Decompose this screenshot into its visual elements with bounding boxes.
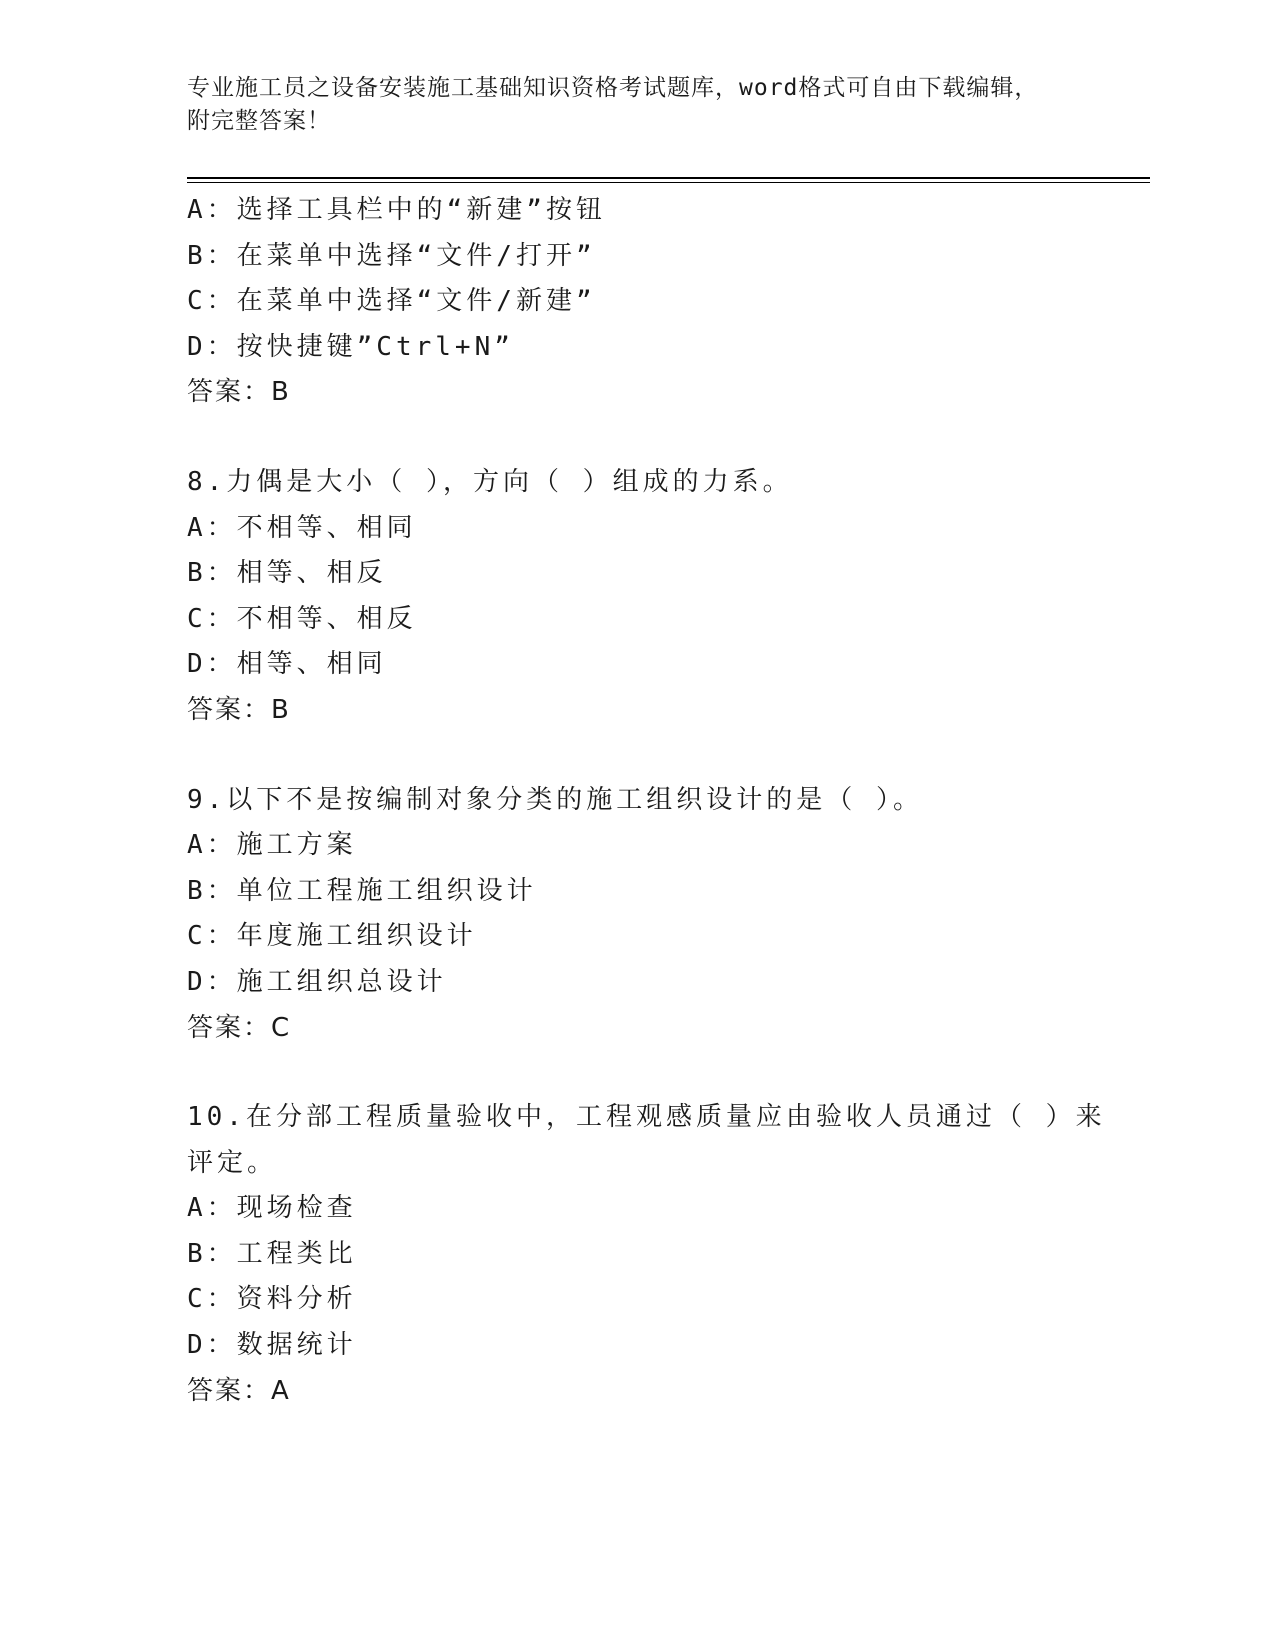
- option-a: A：现场检查: [187, 1193, 357, 1224]
- header-line-1: 专业施工员之设备安装施工基础知识资格考试题库，word格式可自由下载编辑，: [187, 75, 1039, 101]
- option-d: D：按快捷键”Ctrl+N”: [187, 331, 514, 362]
- header-line-2: 附完整答案！: [187, 108, 331, 134]
- question-text-line-1: 10.在分部工程质量验收中，工程观感质量应由验收人员通过（ ）来: [187, 1102, 1106, 1133]
- question-10: [187, 1095, 1106, 1414]
- answer: 答案：B: [187, 377, 291, 408]
- option-a: A：不相等、相同: [187, 512, 417, 543]
- document-header: [187, 72, 1067, 138]
- question-9: [187, 778, 1087, 1052]
- answer: 答案：A: [187, 1375, 291, 1406]
- header-rule-thin: [187, 182, 1150, 183]
- option-a: A：施工方案: [187, 830, 357, 861]
- question-8: [187, 460, 1087, 734]
- option-b: B：工程类比: [187, 1238, 357, 1269]
- option-a: A：选择工具栏中的“新建”按钮: [187, 195, 606, 225]
- spacer: [187, 416, 1087, 460]
- question-text: 9.以下不是按编制对象分类的施工组织设计的是（ ）。: [187, 784, 923, 815]
- answer: 答案：B: [187, 694, 291, 725]
- option-b: B：相等、相反: [187, 558, 387, 589]
- option-c: C：在菜单中选择“文件/新建”: [187, 286, 596, 317]
- question-text-line-2: 评定。: [187, 1147, 278, 1178]
- question-text: 8.力偶是大小（ ），方向（ ）组成的力系。: [187, 466, 793, 497]
- spacer: [187, 734, 1087, 778]
- option-c: C：不相等、相反: [187, 603, 417, 634]
- option-d: D：数据统计: [187, 1330, 357, 1361]
- question-list: [187, 188, 1106, 1414]
- option-c: C：年度施工组织设计: [187, 921, 477, 952]
- option-c: C：资料分析: [187, 1284, 357, 1315]
- option-b: B：单位工程施工组织设计: [187, 875, 537, 906]
- header-rule-thick: [187, 177, 1150, 179]
- question-7: [187, 188, 1087, 416]
- option-d: D：施工组织总设计: [187, 966, 447, 997]
- spacer: [187, 1051, 1087, 1095]
- answer: 答案：C: [187, 1012, 292, 1043]
- option-d: D：相等、相同: [187, 649, 387, 680]
- option-b: B：在菜单中选择“文件/打开”: [187, 240, 596, 271]
